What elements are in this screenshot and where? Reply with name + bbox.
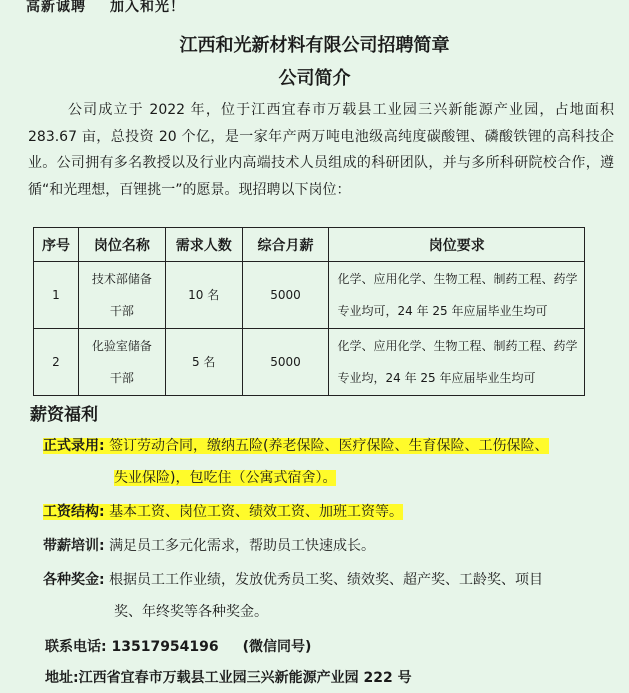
row-salary: 5000 [242, 329, 329, 396]
salary-text: 基本工资、岗位工资、绩效工资、加班工资等。 [109, 504, 404, 520]
row-name: 化验室储备干部 [78, 329, 165, 396]
benefit-salary [43, 496, 403, 528]
salary-label: 工资结构: [43, 504, 105, 520]
header-name: 岗位名称 [78, 228, 165, 262]
contact-phone [45, 636, 311, 656]
salary-highlight [43, 504, 403, 520]
table-row [34, 262, 585, 329]
phone-label: 联系电话: [45, 639, 107, 655]
top-banner [26, 0, 185, 16]
bonus-label: 各种奖金: [43, 572, 105, 588]
phone-number[interactable]: 13517954196 [111, 639, 219, 655]
benefit-bonus-cont [114, 596, 268, 628]
header-req: 岗位要求 [329, 228, 585, 262]
address-label: 地址: [45, 670, 79, 686]
benefit-training [43, 530, 375, 562]
banner-left: 高新诚聘 [26, 0, 86, 15]
bonus-line2: 奖、年终奖等各种奖金。 [114, 604, 268, 620]
row-count: 10 名 [165, 262, 242, 329]
intro-heading: 公司简介 [278, 68, 351, 89]
training-text: 满足员工多元化需求，帮助员工快速成长。 [109, 538, 376, 554]
formal-line1: 签订劳动合同，缴纳五险(养老保险、医疗保险、生育保险、工伤保险、 [109, 438, 549, 454]
row-no: 2 [34, 329, 79, 396]
row-count: 5 名 [165, 329, 242, 396]
formal-label: 正式录用: [43, 438, 105, 454]
contact-address [45, 667, 412, 687]
row-no: 1 [34, 262, 79, 329]
banner-right: 加入和光！ [110, 0, 185, 15]
jobs-table [33, 227, 585, 396]
row-req: 化学、应用化学、生物工程、制药工程、药学专业均可，24 年 25 年应届毕业生均可 [329, 262, 585, 329]
intro-paragraph: 公司成立于 2022 年，位于江西宜春市万载县工业园三兴新能源产业园，占地面积 283.67 亩，总投资 20 个亿，是一家年产两万吨电池级高纯度碳酸锂、磷酸铁锂的高科技企业。公司拥有多名教授以及行业内高端技术人员组成的科研团队，并与多所科研院校合作，遵循“和光理想，百锂挑一”的愿景。现招聘以下岗位： [28, 102, 614, 198]
table-header-row [34, 228, 585, 262]
wechat-note: (微信同号) [242, 639, 312, 655]
formal-highlight [43, 438, 549, 454]
page-title: 江西和光新材料有限公司招聘简章 [179, 35, 450, 56]
training-label: 带薪培训: [43, 538, 105, 554]
benefits-heading: 薪资福利 [30, 405, 98, 425]
bonus-line1: 根据员工工作业绩，发放优秀员工奖、绩效奖、超产奖、工龄奖、项目 [109, 572, 544, 588]
benefit-formal [43, 430, 549, 462]
benefit-formal-cont [114, 462, 336, 494]
table-row [34, 329, 585, 396]
header-no: 序号 [34, 228, 79, 262]
row-req: 化学、应用化学、生物工程、制药工程、药学专业均，24 年 25 年应届毕业生均可 [329, 329, 585, 396]
header-salary: 综合月薪 [242, 228, 329, 262]
header-count: 需求人数 [165, 228, 242, 262]
row-salary: 5000 [242, 262, 329, 329]
formal-line2: 失业保险)，包吃住（公寓式宿舍）。 [114, 470, 337, 486]
address-text: 江西省宜春市万载县工业园三兴新能源产业园 222 号 [78, 670, 412, 686]
row-name: 技术部储备干部 [78, 262, 165, 329]
benefit-bonus [43, 564, 543, 596]
